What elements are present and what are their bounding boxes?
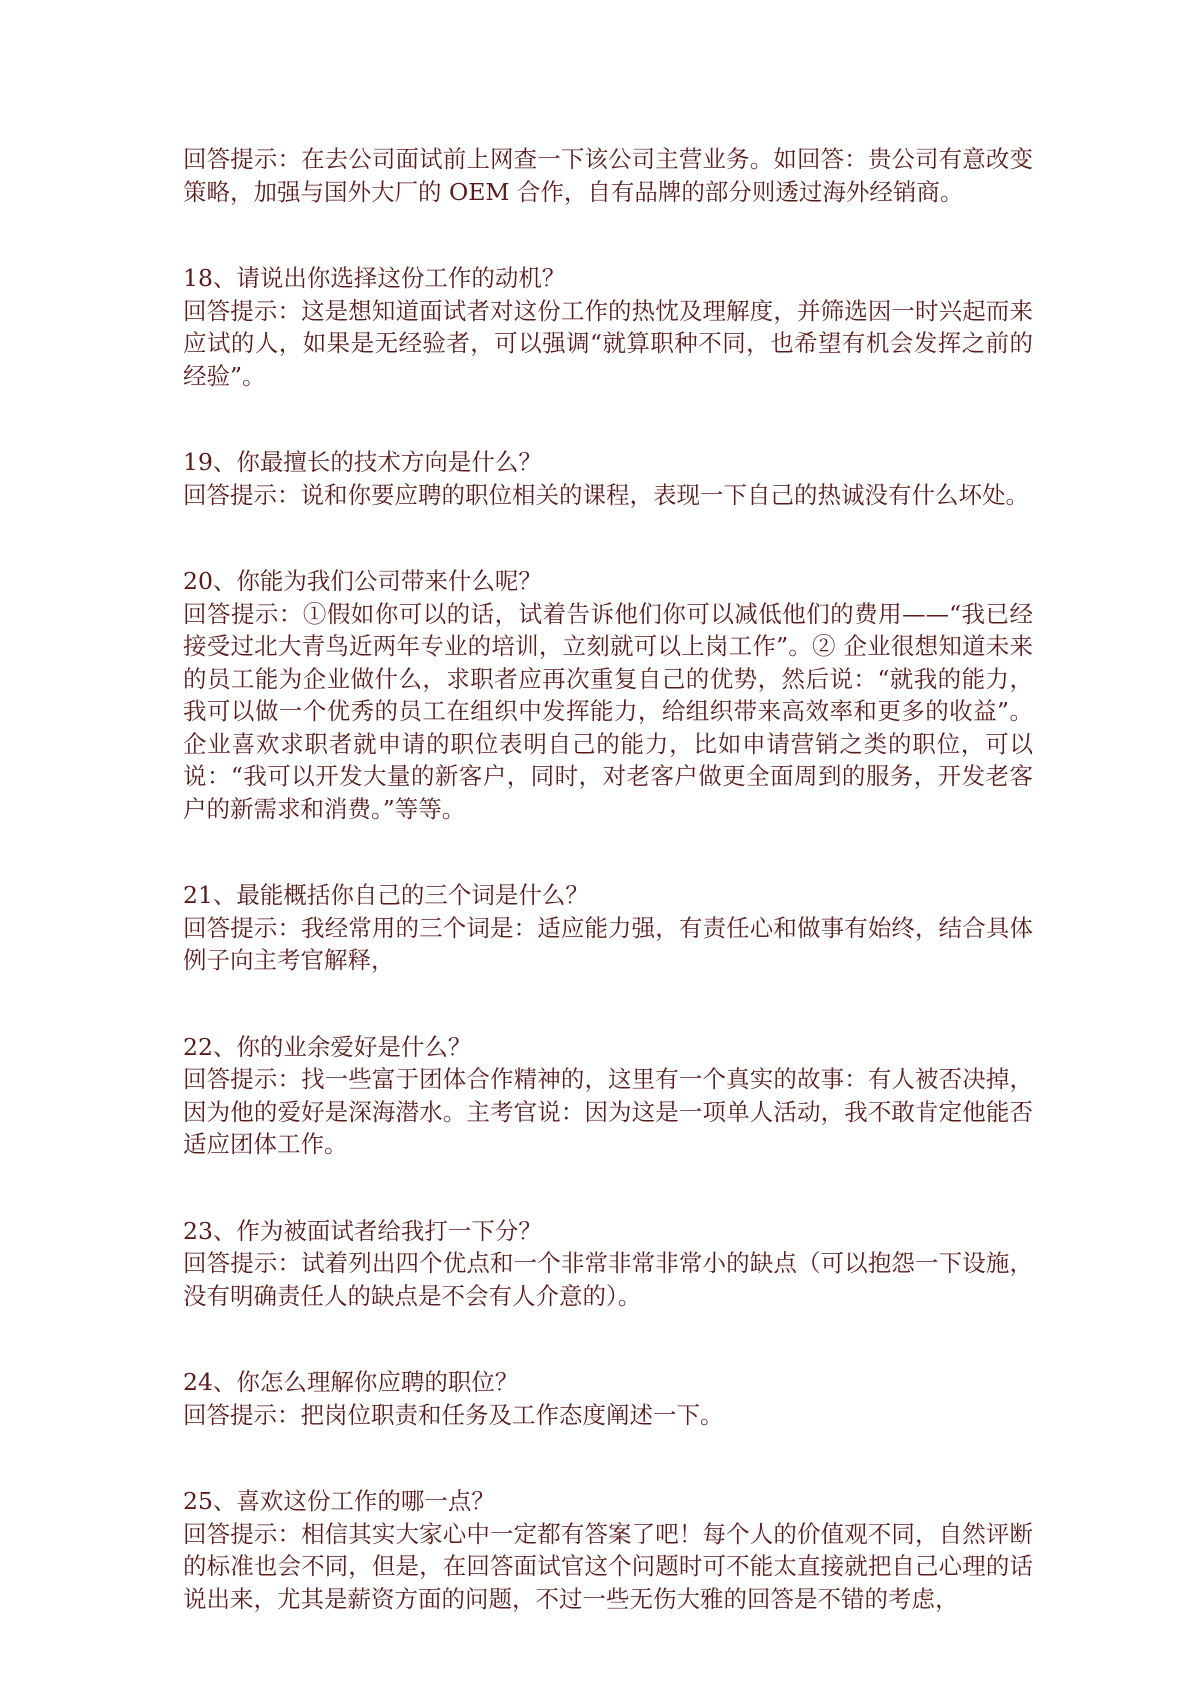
qa-item-21 [183, 879, 1033, 977]
qa-item-18 [183, 262, 1033, 392]
qa-item-22 [183, 1031, 1033, 1161]
answer-text: 回答提示：这是想知道面试者对这份工作的热忱及理解度，并筛选因一时兴起而来应试的人，如果是无经验者，可以强调“就算职种不同，也希望有机会发挥之前的经验”。 [183, 296, 1033, 390]
answer-text: 回答提示：相信其实大家心中一定都有答案了吧！每个人的价值观不同，自然评断的标准也会不同，但是，在回答面试官这个问题时可不能太直接就把自己心理的话说出来，尤其是薪资方面的问题，不过一些无伤大雅的回答是不错的考虑， [183, 1519, 1033, 1613]
question-heading: 21、最能概括你自己的三个词是什么？ [183, 881, 589, 909]
qa-item-25 [183, 1485, 1033, 1615]
qa-item-24 [183, 1366, 1033, 1431]
question-heading: 23、作为被面试者给我打一下分？ [183, 1216, 542, 1245]
answer-text: 回答提示：①假如你可以的话，试着告诉他们你可以减低他们的费用——“我已经接受过北大青鸟近两年专业的培训，立刻就可以上岗工作”。② 企业很想知道未来的员工能为企业做什么，求职者应再次重复自己的优势，然后说：“就我的能力，我可以做一个优秀的员工在组织中发挥能力，给组织带来高效率和更多的收益”。企业喜欢求职者就申请的职位表明自己的能力，比如申请营销之类的职位，可以说：“我可以开发大量的新客户，同时，对老客户做更全面周到的服务，开发老客户的新需求和消费。”等等。 [183, 599, 1033, 823]
answer-text: 回答提示：在去公司面试前上网查一下该公司主营业务。如回答：贵公司有意改变策略，加强与国外大厂的 OEM 合作，自有品牌的部分则透过海外经销商。 [183, 145, 1033, 206]
question-heading: 20、你能为我们公司带来什么呢？ [183, 567, 542, 595]
question-heading: 19、你最擅长的技术方向是什么？ [183, 448, 542, 476]
question-heading: 25、喜欢这份工作的哪一点？ [183, 1487, 495, 1515]
question-heading: 18、请说出你选择这份工作的动机？ [183, 264, 566, 292]
qa-item-17 [183, 143, 1033, 208]
qa-item-19 [183, 446, 1033, 511]
answer-text: 回答提示：把岗位职责和任务及工作态度阐述一下。 [183, 1400, 724, 1429]
qa-item-23 [183, 1215, 1033, 1313]
answer-text: 回答提示：试着列出四个优点和一个非常非常非常小的缺点（可以抱怨一下设施，没有明确责任人的缺点是不会有人介意的）。 [183, 1249, 1033, 1310]
answer-text: 回答提示：找一些富于团体合作精神的，这里有一个真实的故事：有人被否决掉，因为他的爱好是深海潜水。主考官说：因为这是一项单人活动，我不敢肯定他能否适应团体工作。 [183, 1065, 1033, 1158]
qa-content [183, 143, 1033, 1669]
question-heading: 24、你怎么理解你应聘的职位？ [183, 1368, 519, 1396]
answer-text: 回答提示：我经常用的三个词是：适应能力强，有责任心和做事有始终，结合具体例子向主考官解释， [183, 913, 1033, 974]
qa-item-20 [183, 565, 1033, 825]
answer-text: 回答提示：说和你要应聘的职位相关的课程，表现一下自己的热诚没有什么坏处。 [183, 480, 1029, 509]
question-heading: 22、你的业余爱好是什么？ [183, 1032, 472, 1061]
